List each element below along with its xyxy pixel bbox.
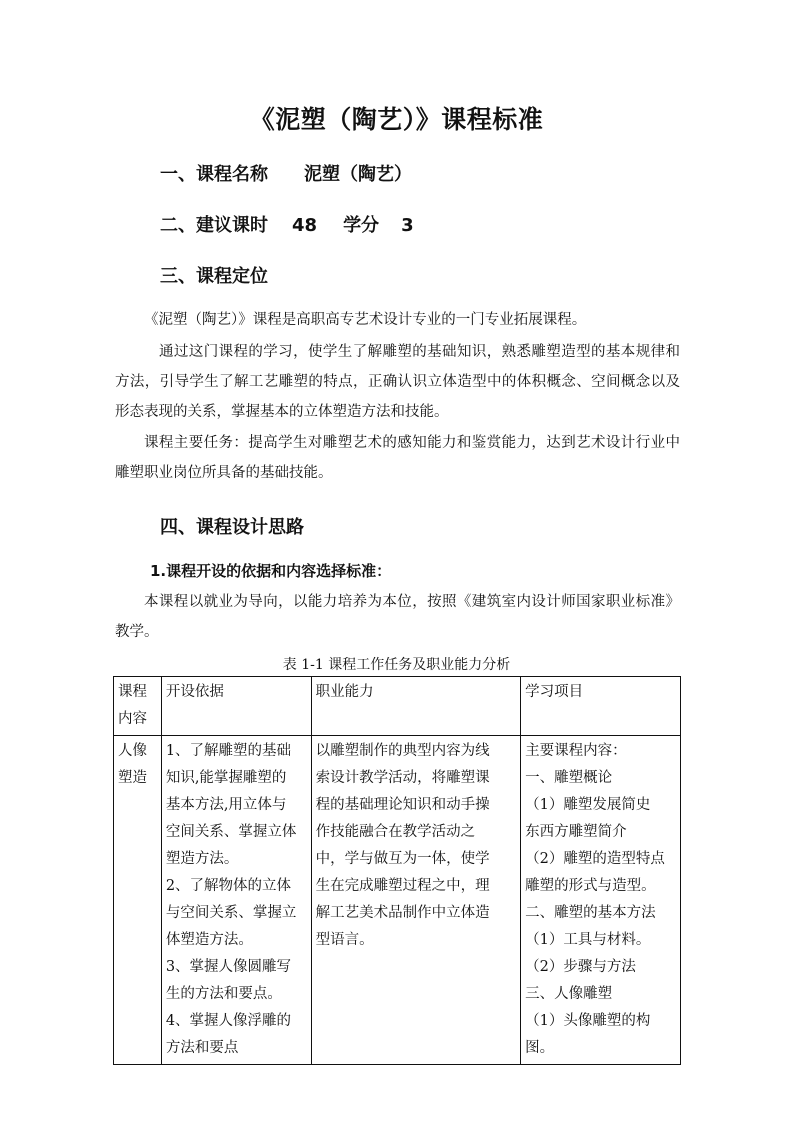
table-row xyxy=(114,736,681,1065)
positioning-paragraph-1: 《泥塑（陶艺）》课程是高职高专艺术设计专业的一门专业拓展课程。 xyxy=(144,312,587,328)
section-positioning-heading: 三、课程定位 xyxy=(160,266,268,287)
cell-ability: 以雕塑制作的典型内容为线 索设计教学活动，将雕塑课 程的基础理论知识和动手操 作技能融合在教学活动之 中，学与做互为一体，使学 生在完成雕塑过程之中，理 解工艺美术品制作中立体造 型语言。 xyxy=(311,736,521,1065)
section-hours-label: 二、建议课时 xyxy=(160,215,268,236)
positioning-paragraph-3: 课程主要任务：提高学生对雕塑艺术的感知能力和鉴赏能力，达到艺术设计行业中雕塑职业岗位所具备的基础技能。 xyxy=(115,435,680,481)
subsection-basis-heading: 1.课程开设的依据和内容选择标准： xyxy=(150,562,392,580)
section-course-name xyxy=(160,160,412,186)
table-header-row xyxy=(114,677,681,736)
cell-course-content: 人像 塑造 xyxy=(114,736,162,1065)
basis-paragraph: 本课程以就业为导向，以能力培养为本位，按照《建筑室内设计师国家职业标准》教学。 xyxy=(115,594,680,640)
positioning-paragraph-2: 通过这门课程的学习，使学生了解雕塑的基础知识，熟悉雕塑造型的基本规律和方法，引导学生了解工艺雕塑的特点，正确认识立体造型中的体积概念、空间概念以及形态表现的关系，掌握基本的立体塑造方法和技能。 xyxy=(115,344,680,420)
section-course-name-label: 一、课程名称 xyxy=(160,164,268,185)
credit-value: 3 xyxy=(401,215,414,236)
header-course-content: 课程 内容 xyxy=(114,677,162,736)
header-projects: 学习项目 xyxy=(521,677,681,736)
table-caption: 表 1-1 课程工作任务及职业能力分析 xyxy=(282,657,511,673)
page-title: 《泥塑（陶艺）》课程标准 xyxy=(249,105,544,134)
hours-value: 48 xyxy=(292,215,318,236)
cell-basis: 1、了解雕塑的基础 知识,能掌握雕塑的 基本方法,用立体与 空间关系、掌握立体 塑造方法。 2、了解物体的立体 与空间关系、掌握立 体塑造方法。 3、掌握人像圆雕写 生的方法和要点。 4、掌握人像浮雕的 方法和要点 xyxy=(161,736,311,1065)
section-hours xyxy=(160,211,414,237)
header-ability: 职业能力 xyxy=(311,677,521,736)
course-name-value: 泥塑（陶艺） xyxy=(304,164,412,185)
cell-projects: 主要课程内容： 一、雕塑概论 （1）雕塑发展简史 东西方雕塑简介 （2）雕塑的造型特点 雕塑的形式与造型。 二、雕塑的基本方法 （1）工具与材料。 （2）步骤与方法 三、人像雕塑 （1）头像雕塑的构 图。 xyxy=(521,736,681,1065)
header-basis: 开设依据 xyxy=(161,677,311,736)
section-design-heading: 四、课程设计思路 xyxy=(160,517,304,538)
credit-label: 学分 xyxy=(343,215,380,236)
task-ability-table xyxy=(113,676,681,1065)
